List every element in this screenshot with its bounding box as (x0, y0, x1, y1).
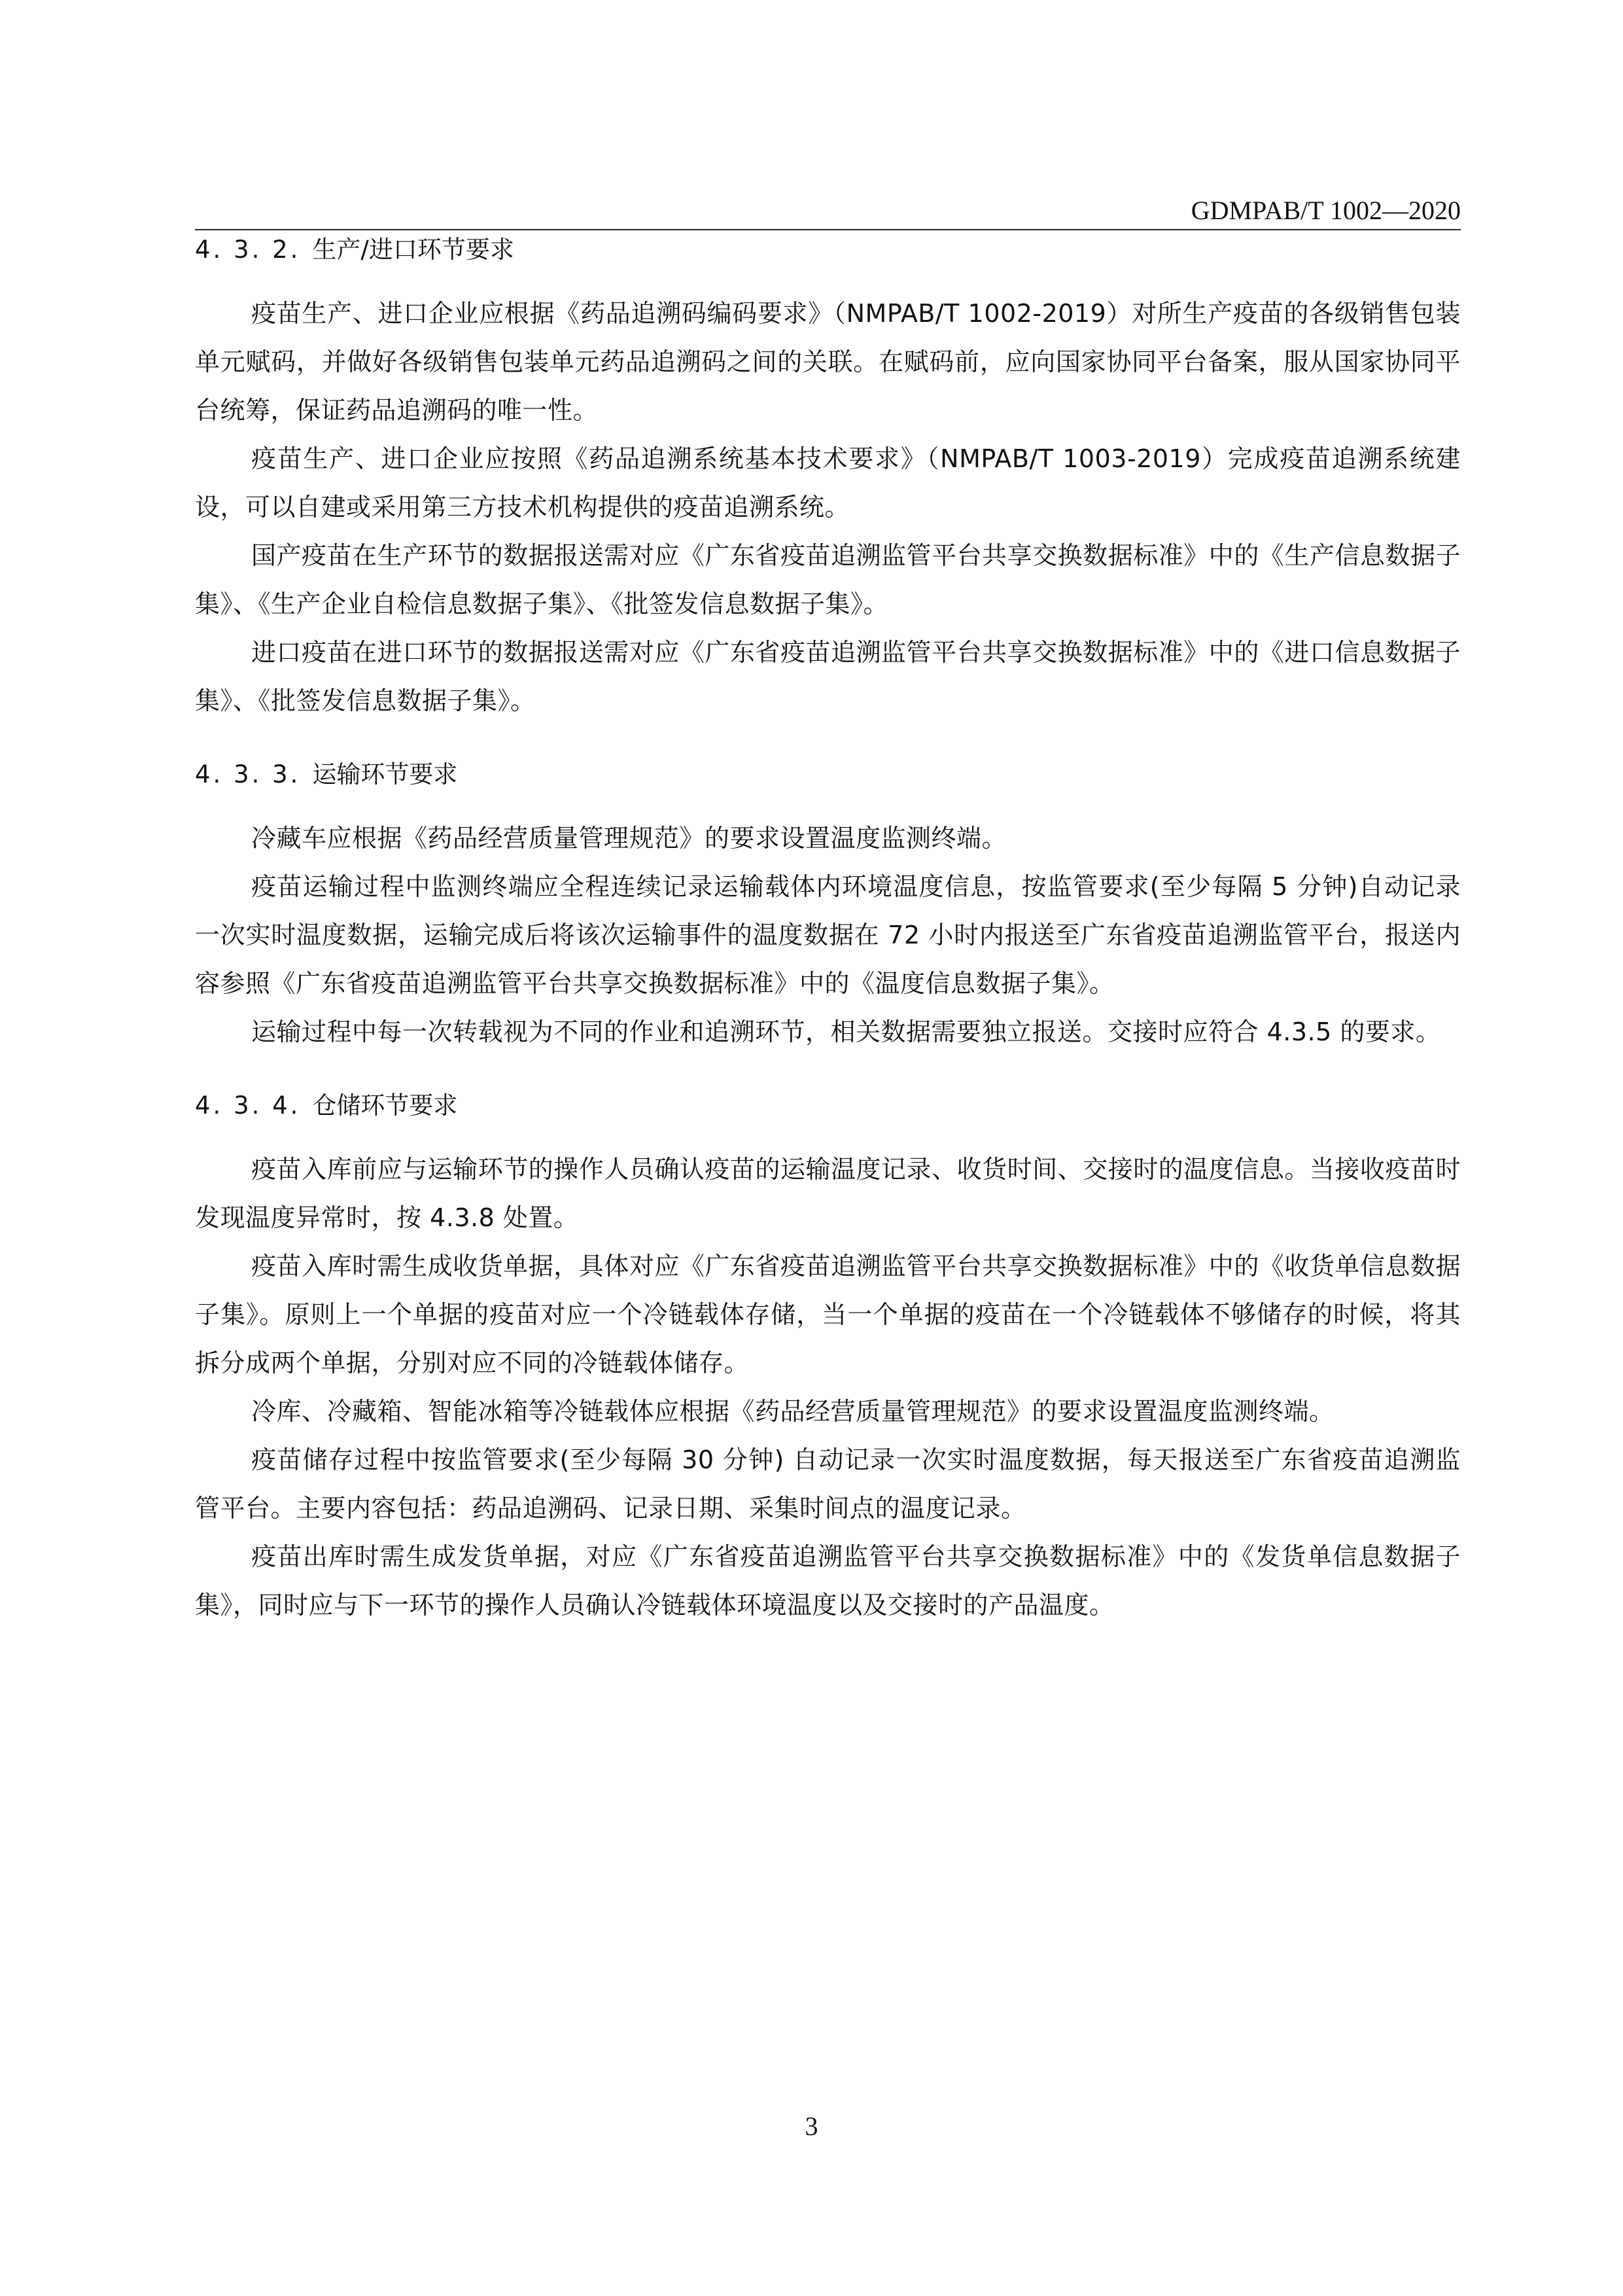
paragraph: 疫苗储存过程中按监管要求(至少每隔 30 分钟) 自动记录一次实时温度数据，每天报送至广东省疫苗追溯监管平台。主要内容包括：药品追溯码、记录日期、采集时间点的温度记录。 (195, 1445, 1461, 1523)
section-number: 4. 3. 3. (195, 760, 301, 788)
paragraph: 运输过程中每一次转载视为不同的作业和追溯环节，相关数据需要独立报送。交接时应符合 4.3.5 的要求。 (251, 1017, 1441, 1046)
paragraph: 冷藏车应根据《药品经营质量管理规范》的要求设置温度监测终端。 (251, 824, 1007, 853)
section-heading (195, 1089, 1461, 1123)
section-paragraphs (195, 814, 1461, 1056)
section-title: 仓储环节要求 (312, 1091, 458, 1120)
paragraph: 冷库、冷藏箱、智能冰箱等冷链载体应根据《药品经营质量管理规范》的要求设置温度监测终端。 (251, 1397, 1335, 1426)
document-body (195, 233, 1461, 1629)
section-number: 4. 3. 2. (195, 236, 301, 264)
page-header (195, 191, 1461, 230)
section-4-3-4 (195, 1089, 1461, 1629)
paragraph: 疫苗入库时需生成收货单据，具体对应《广东省疫苗追溯监管平台共享交换数据标准》中的《收货单信息数据子集》。原则上一个单据的疫苗对应一个冷链载体存储，当一个单据的疫苗在一个冷链载体不够储存的时候，将其拆分成两个单据，分别对应不同的冷链载体储存。 (195, 1252, 1461, 1377)
paragraph: 疫苗运输过程中监测终端应全程连续记录运输载体内环境温度信息，按监管要求(至少每隔 5 分钟)自动记录一次实时温度数据，运输完成后将该次运输事件的温度数据在 72 小时内报送至广东省疫苗追溯监管平台，报送内容参照《广东省疫苗追溯监管平台共享交换数据标准》中的《温度信息数据子集》。 (195, 872, 1461, 998)
section-4-3-2 (195, 233, 1461, 725)
section-title: 运输环节要求 (312, 760, 458, 788)
section-paragraphs (195, 289, 1461, 725)
section-paragraphs (195, 1145, 1461, 1629)
section-4-3-3 (195, 758, 1461, 1056)
section-number: 4. 3. 4. (195, 1091, 301, 1120)
paragraph: 进口疫苗在进口环节的数据报送需对应《广东省疫苗追溯监管平台共享交换数据标准》中的《进口信息数据子集》、《批签发信息数据子集》。 (195, 638, 1461, 715)
standard-code: GDMPAB/T 1002—2020 (1191, 196, 1461, 225)
paragraph: 疫苗出库时需生成发货单据，对应《广东省疫苗追溯监管平台共享交换数据标准》中的《发货单信息数据子集》，同时应与下一环节的操作人员确认冷链载体环境温度以及交接时的产品温度。 (195, 1542, 1461, 1619)
page-number: 3 (805, 2111, 818, 2141)
paragraph: 疫苗入库前应与运输环节的操作人员确认疫苗的运输温度记录、收货时间、交接时的温度信息。当接收疫苗时发现温度异常时，按 4.3.8 处置。 (195, 1155, 1461, 1232)
paragraph: 疫苗生产、进口企业应根据《药品追溯码编码要求》（NMPAB/T 1002-2019）对所生产疫苗的各级销售包装单元赋码，并做好各级销售包装单元药品追溯码之间的关联。在赋码前，应向国家协同平台备案，服从国家协同平台统筹，保证药品追溯码的唯一性。 (195, 299, 1461, 425)
section-heading (195, 233, 1461, 267)
header-divider (195, 229, 1461, 230)
section-heading (195, 758, 1461, 792)
section-title: 生产/进口环节要求 (312, 236, 514, 264)
paragraph: 疫苗生产、进口企业应按照《药品追溯系统基本技术要求》（NMPAB/T 1003-2019）完成疫苗追溯系统建设，可以自建或采用第三方技术机构提供的疫苗追溯系统。 (195, 444, 1461, 521)
paragraph: 国产疫苗在生产环节的数据报送需对应《广东省疫苗追溯监管平台共享交换数据标准》中的《生产信息数据子集》、《生产企业自检信息数据子集》、《批签发信息数据子集》。 (195, 541, 1461, 618)
